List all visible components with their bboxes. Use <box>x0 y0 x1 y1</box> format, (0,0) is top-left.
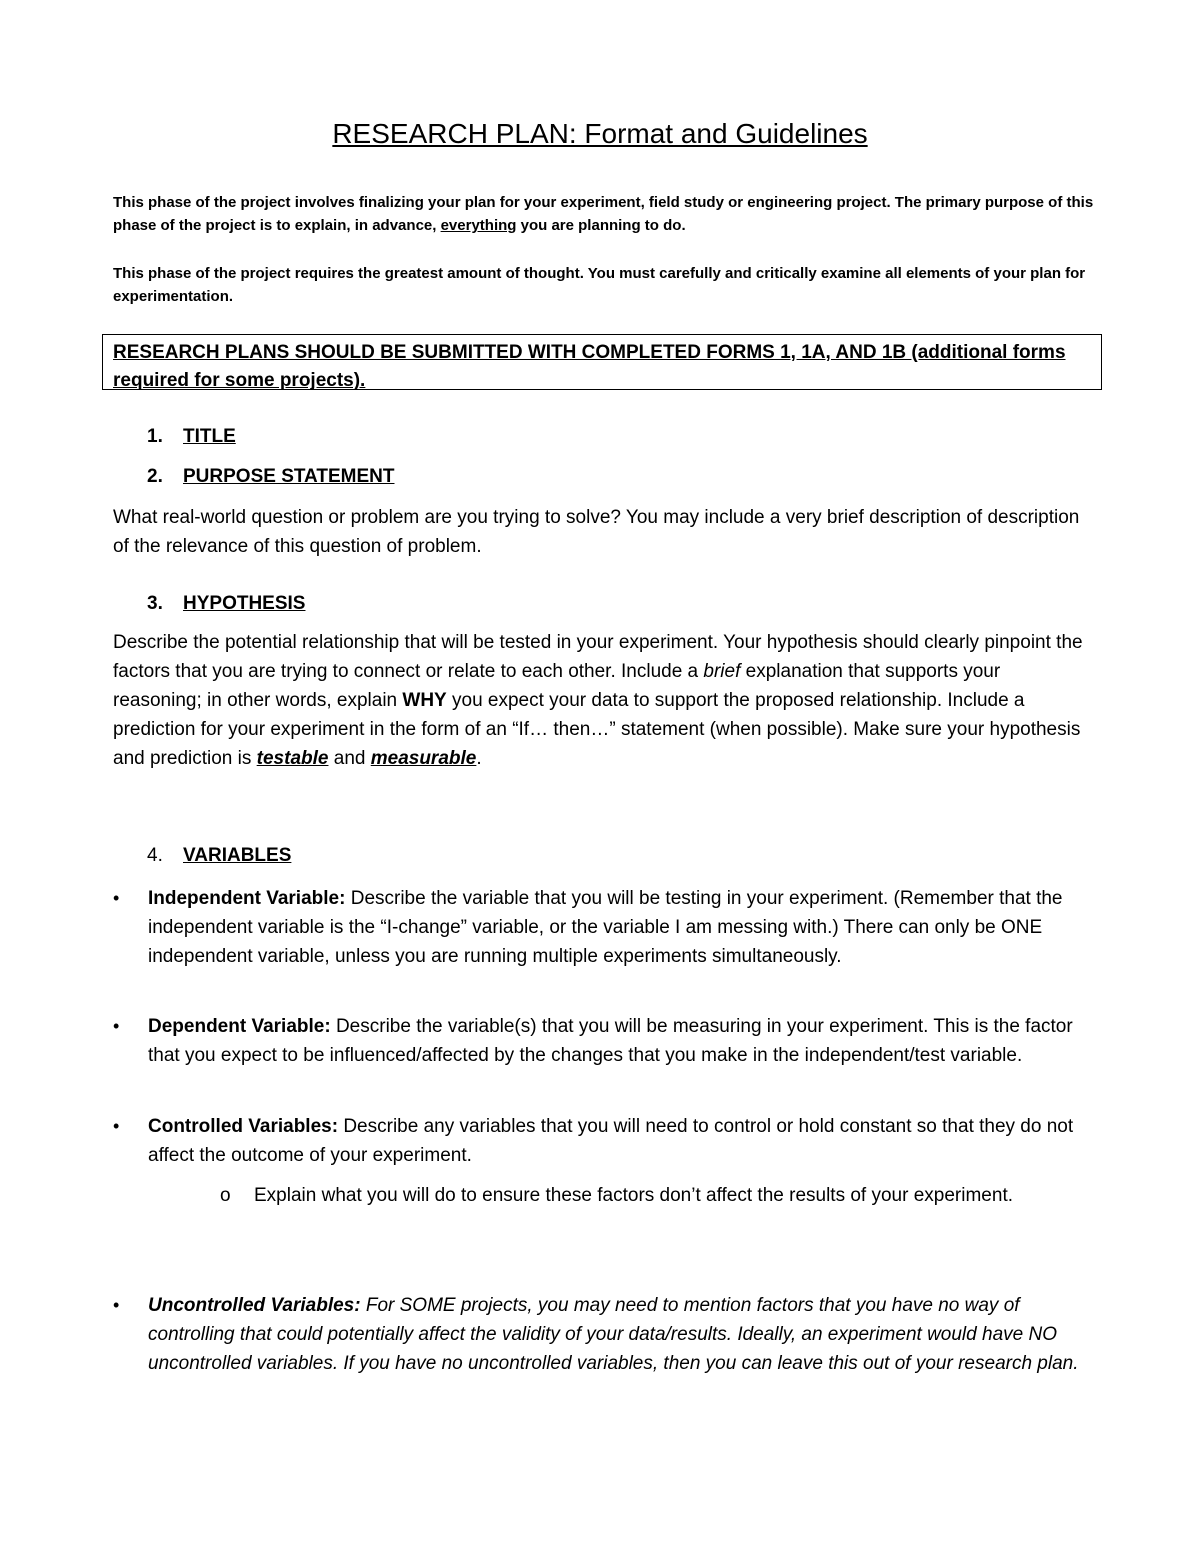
intro-emphasis: everything <box>440 217 517 234</box>
dependent-variable-item <box>148 1012 1098 1070</box>
section-heading-hypothesis <box>147 591 305 617</box>
hypothesis-text: . <box>476 748 482 769</box>
variable-text: Describe the variable(s) that you will be measuring in your experiment. This is the factor that you expect to be influenced/affected by the changes that you make in the independent/test variable. <box>148 1016 1073 1066</box>
independent-variable-item <box>148 884 1098 971</box>
hypothesis-testable: testable <box>256 748 329 769</box>
section-label: VARIABLES <box>183 845 292 866</box>
variable-text: For SOME projects, you may need to mention factors that you have no way of controlling that could potentially affect the validity of your data/results. Ideally, an experiment would have NO uncontrolled variables. If you have no uncontrolled variables, then you can leave this out of your research plan. <box>148 1295 1079 1374</box>
bullet-icon: • <box>113 1295 120 1315</box>
submission-notice-box: RESEARCH PLANS SHOULD BE SUBMITTED WITH COMPLETED FORMS 1, 1A, AND 1B (additional forms required for some projects). <box>102 334 1102 390</box>
hypothesis-text: you expect your data to support the proposed relationship. Include a prediction for your experiment in the form of an “If… then…” statement (when possible). Make sure your hypothesis and prediction is <box>113 690 1081 769</box>
controlled-variables-subitem: Explain what you will do to ensure these factors don’t affect the results of your experiment. <box>254 1185 1013 1206</box>
bullet-icon: • <box>113 1016 120 1036</box>
variable-label: Dependent Variable: <box>148 1016 331 1037</box>
hypothesis-paragraph <box>113 628 1093 773</box>
sub-bullet-icon: o <box>220 1185 231 1206</box>
section-heading-title <box>147 424 236 450</box>
variable-label: Independent Variable: <box>148 888 346 909</box>
section-label: PURPOSE STATEMENT <box>183 466 395 487</box>
variable-label: Controlled Variables: <box>148 1116 339 1137</box>
section-heading-variables <box>147 843 291 869</box>
hypothesis-text: and <box>328 748 371 769</box>
section-number: 1. <box>147 426 163 447</box>
variable-text: Describe any variables that you will need to control or hold constant so that they do not affect the outcome of your experiment. <box>148 1116 1074 1166</box>
hypothesis-why: WHY <box>402 690 447 711</box>
hypothesis-measurable: measurable <box>370 748 477 769</box>
uncontrolled-variables-item <box>148 1291 1098 1378</box>
purpose-paragraph: What real-world question or problem are you trying to solve? You may include a very brief description of description of the relevance of this question of problem. <box>113 507 1080 557</box>
bullet-icon: • <box>113 888 120 908</box>
controlled-variables-item <box>148 1112 1098 1170</box>
variable-label: Uncontrolled Variables: <box>148 1295 361 1316</box>
hypothesis-text: Describe the potential relationship that will be tested in your experiment. Your hypothesis should clearly pinpoint the factors that you are trying to connect or relate to each other. Include a <box>113 632 1083 682</box>
hypothesis-text: explanation that supports your reasoning; in other words, explain <box>113 661 1001 711</box>
section-label: TITLE <box>183 426 236 447</box>
page-title: RESEARCH PLAN: Format and Guidelines <box>332 118 868 149</box>
intro-text: This phase of the project involves finalizing your plan for your experiment, field study or engineering project. The primary purpose of this phase of the project is to explain, in advance, <box>113 194 1094 234</box>
section-number: 3. <box>147 593 163 614</box>
section-number: 2. <box>147 466 163 487</box>
hypothesis-brief: brief <box>703 661 741 682</box>
variable-text: Describe the variable that you will be testing in your experiment. (Remember that the independent variable is the “I-change” variable, or the variable I am messing with.) There can only be ONE independent variable, unless you are running multiple experiments simultaneously. <box>148 888 1063 967</box>
bullet-icon: • <box>113 1116 120 1136</box>
section-label: HYPOTHESIS <box>183 593 306 614</box>
intro-paragraph-2: This phase of the project requires the greatest amount of thought. You must carefully and critically examine all elements of your plan for experimentation. <box>113 265 1086 305</box>
intro-text-end: you are planning to do. <box>516 217 686 234</box>
section-number: 4. <box>147 845 163 866</box>
section-heading-purpose <box>147 464 394 490</box>
intro-paragraph-1 <box>113 191 1103 237</box>
